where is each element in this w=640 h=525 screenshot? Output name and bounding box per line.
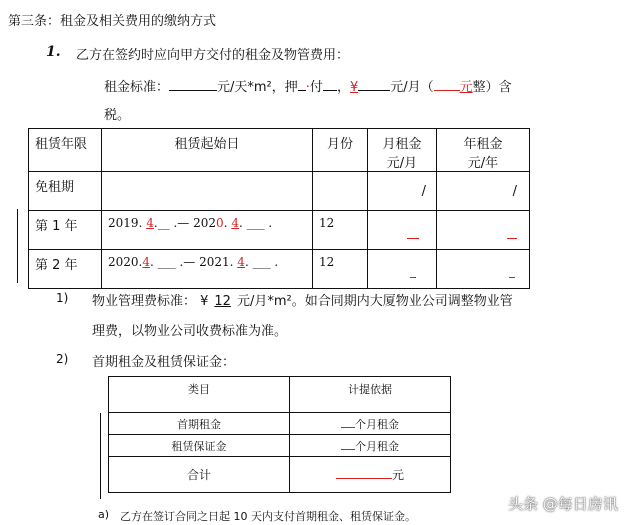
table-row	[29, 250, 530, 289]
monthly-amount-blank[interactable]	[358, 77, 390, 91]
row-basis[interactable]: 个月租金	[290, 413, 451, 435]
row-term: 第 2 年	[29, 250, 102, 289]
row-term: 第 1 年	[29, 211, 102, 250]
row-yearly[interactable]	[437, 250, 530, 289]
yen-sign: ¥	[349, 80, 359, 95]
row-months[interactable]: 12	[313, 250, 368, 289]
row-yearly[interactable]: /	[437, 172, 530, 211]
rent-tail: 整）含	[472, 80, 512, 95]
row-period[interactable]	[102, 172, 313, 211]
mgmt-line1: 物业管理费标准： ¥ 12 元/月*m²。如合同期内大厦物业公司调整物业管	[92, 294, 513, 309]
table-row	[109, 413, 451, 435]
item-number: 1.	[46, 44, 61, 60]
mgmt-number: 1)	[56, 291, 69, 305]
row-monthly[interactable]: /	[368, 172, 437, 211]
deposit-months-blank[interactable]	[298, 77, 306, 91]
row-basis[interactable]: 元	[290, 457, 451, 493]
header-basis: 计提依据	[290, 377, 451, 413]
section-heading: 第三条：租金及相关费用的缴纳方式	[8, 14, 217, 29]
row-months[interactable]	[313, 172, 368, 211]
mgmt-line2: 理费，以物业公司收费标准为准。	[92, 324, 288, 339]
watermark: 头条 @每日房讯	[508, 495, 618, 513]
table-row	[109, 435, 451, 457]
margin-bar	[100, 413, 101, 499]
table-header-row	[29, 129, 530, 172]
mgmt-amount[interactable]: 12	[214, 294, 231, 309]
table-header-row	[109, 377, 451, 413]
row-item: 首期租金	[109, 413, 290, 435]
row-monthly[interactable]	[368, 211, 437, 250]
margin-bar	[17, 209, 18, 283]
table-row	[29, 211, 530, 250]
deposit-title: 首期租金及租赁保证金：	[92, 355, 236, 370]
footnote-text: 乙方在签订合同之日起 10 天内支付首期租金、租赁保证金。	[120, 510, 416, 523]
pay-red-mark: ·	[305, 80, 310, 95]
header-item: 类目	[109, 377, 290, 413]
comma: ，	[336, 80, 350, 95]
row-months[interactable]: 12	[313, 211, 368, 250]
row-period[interactable]: 2019. 4.__ .— 2020. 4. ___ .	[102, 211, 313, 250]
item1-text: 乙方在签约时应向甲方交付的租金及物管费用：	[76, 48, 350, 63]
header-yearly-rent: 年租金 元/年	[437, 129, 530, 172]
header-start-date: 租赁起始日	[102, 129, 313, 172]
rent-per-day-blank[interactable]	[169, 77, 217, 91]
tax-text: 税。	[104, 108, 131, 123]
row-basis[interactable]: 个月租金	[290, 435, 451, 457]
header-monthly-rent: 月租金 元/月	[368, 129, 437, 172]
rent-schedule-table	[28, 128, 530, 289]
table-row	[109, 457, 451, 493]
row-term: 免租期	[29, 172, 102, 211]
pay-months-blank[interactable]	[323, 77, 337, 91]
rent-standard-label: 租金标准：	[104, 80, 170, 95]
row-item: 合计	[109, 457, 290, 493]
header-term: 租赁年限	[29, 129, 102, 172]
deposit-table	[108, 376, 451, 493]
footnote-number: a)	[98, 508, 110, 521]
row-yearly[interactable]	[437, 211, 530, 250]
rent-standard-line	[104, 76, 512, 95]
deposit-number: 2)	[56, 352, 69, 366]
rent-unit-day: 元/天*m²，押	[217, 80, 298, 95]
total-amount-blank[interactable]	[434, 77, 460, 91]
pay-label: 付	[309, 80, 323, 95]
yuan-red: 元	[459, 80, 473, 95]
header-months: 月份	[313, 129, 368, 172]
row-item: 租赁保证金	[109, 435, 290, 457]
table-row	[29, 172, 530, 211]
row-monthly[interactable]	[368, 250, 437, 289]
rent-unit-month: 元/月（	[390, 80, 434, 95]
row-period[interactable]: 2020.4. ___ .— 2021. 4. ___ .	[102, 250, 313, 289]
